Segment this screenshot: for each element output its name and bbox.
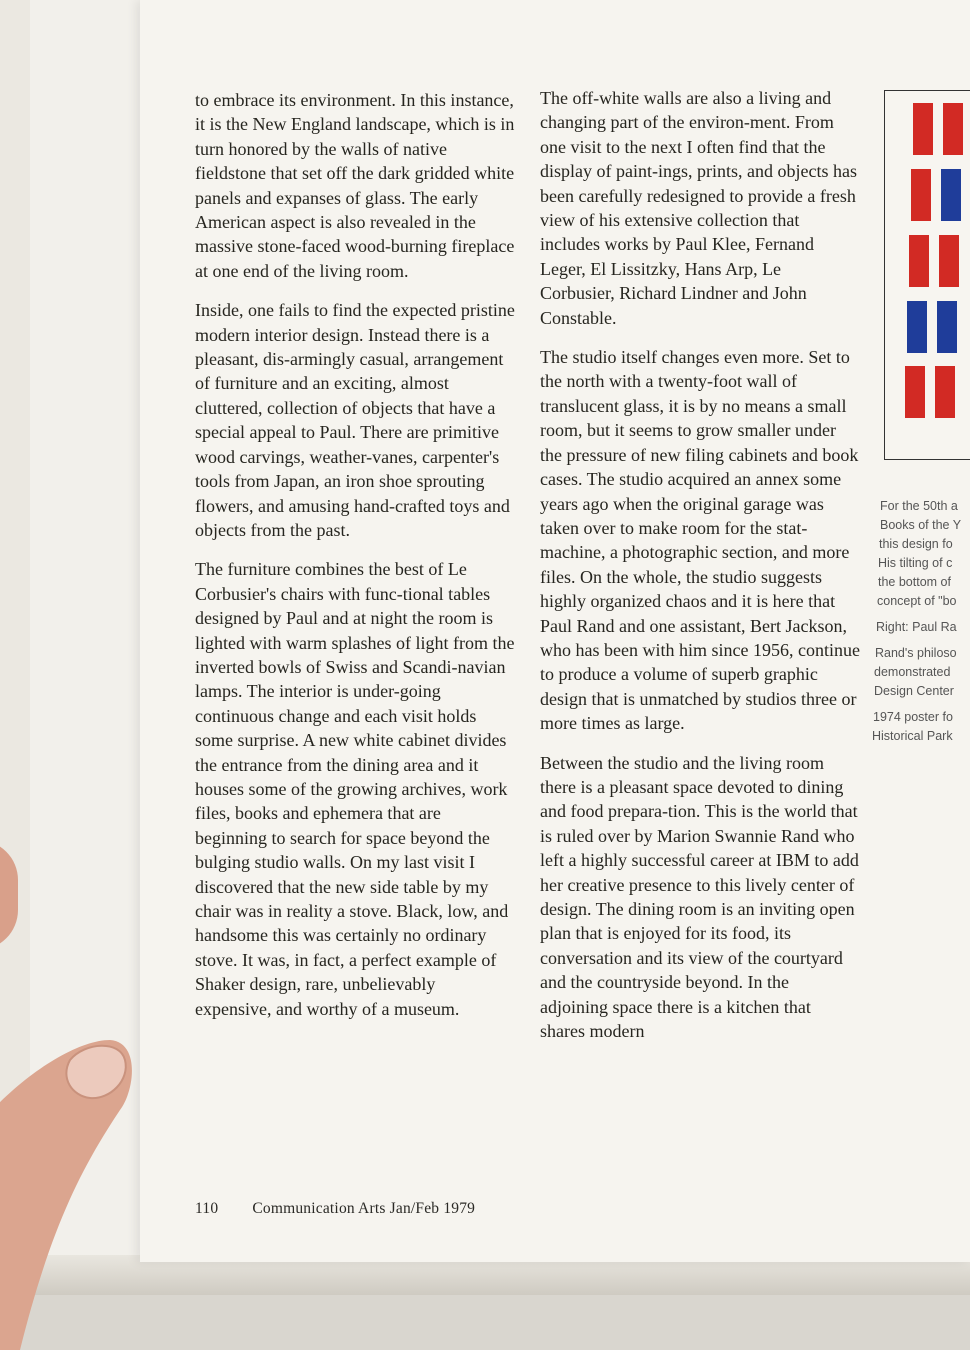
poster-bar — [905, 366, 925, 418]
paragraph: The off-white walls are also a living and changing part of the environ-ment. From one visit to the next I often find that the display of paint-ings, prints, and objects has been carefully redesigned to provide a fresh view of his extensive collection that includes works by Paul Klee, Fernand Leger, El Lissitzky, Hans Arp, Le Corbusier, Richard Lindner and John Constable. — [540, 88, 857, 328]
caption-line: Rand's philoso — [875, 646, 957, 660]
caption-line: the bottom of — [878, 575, 951, 589]
text-column-right — [540, 86, 860, 1058]
caption-line: Historical Park — [872, 729, 953, 743]
poster-bar — [935, 366, 955, 418]
poster-bar — [909, 235, 929, 287]
paragraph: The studio itself changes even more. Set to the north with a twenty-foot wall of translucent glass, it is by no means a small room, but it seems to grow smaller under the pressure of new filing cabinets and book cases. The studio acquired an annex some years ago when the original garage was taken over to make room for the stat-machine, a photographic section, and more files. On the whole, the studio suggests highly organized chaos and it is here that Paul Rand and one assistant, Bert Jackson, who has been with him since 1956, continue to produce a volume of superb graphic design that is unmatched by studios three or more times as large. — [540, 347, 860, 734]
caption-line: demonstrated — [874, 665, 951, 679]
publication-title: Communication Arts Jan/Feb 1979 — [252, 1200, 476, 1217]
caption-line: Design Center — [874, 684, 954, 698]
poster-illustration — [884, 90, 970, 460]
caption-line: 1974 poster fo — [873, 710, 953, 724]
finger — [0, 1030, 170, 1350]
poster-bar — [913, 103, 933, 155]
caption-line: Right: Paul Ra — [876, 620, 957, 634]
paragraph: to embrace its environment. In this instance, it is the New England landscape, which is in turn honored by the walls of native fieldstone that set off the dark gridded white panels and expanses of glass. The early American aspect is also revealed in the massive stone-faced wood-burning fireplace at one end of the living room. — [195, 90, 515, 281]
caption-line: Books of the Y — [880, 518, 962, 532]
paragraph: Inside, one fails to find the expected pristine modern interior design. Instead there is a pleasant, dis-armingly casual, arrangement of furniture and an exciting, almost cluttered, collection of objects that have a special appeal to Paul. There are primitive wood carvings, weather-vanes, carpenter's tools from Japan, an iron shoe sprouting flowers, and amusing hand-crafted toys and objects from the past. — [195, 300, 515, 540]
caption-line: this design fo — [879, 537, 953, 551]
poster-bar — [943, 103, 963, 155]
paragraph: Between the studio and the living room there is a pleasant space devoted to dining and food prepara-tion. This is the world that is ruled over by Marion Swannie Rand who left a highly successful career at IBM to add her creative presence to this lively center of design. The dining room is an inviting open plan that is enjoyed for its food, its conversation and its view of the courtyard and the countryside beyond. In the adjoining space there is a kitchen that shares modern — [540, 752, 859, 1042]
page-footer — [195, 1200, 475, 1218]
caption-line: concept of "bo — [877, 594, 957, 608]
poster-bar — [939, 235, 959, 287]
paragraph: The furniture combines the best of Le Corbusier's chairs with func-tional tables designed by Paul and at night the room is lighted with warm splashes of light from the inverted bowls of Swiss and Scandi-navian lamps. The interior is under-going continuous change and each visit holds some surprise. A new white cabinet divides the entrance from the dining area and it houses some of the growing archives, work files, books and ephemera that are beginning to search for space beyond the bulging studio walls. On my last visit I discovered that the new side table by my chair was in reality a stove. Black, low, and handsome this was certainly no ordinary stove. It was, in fact, a perfect example of Shaker design, rare, unbelievably expensive, and worthy of a museum. — [195, 559, 515, 1019]
poster-bar — [937, 301, 957, 353]
poster-bar — [911, 169, 931, 221]
poster-bar — [941, 169, 961, 221]
poster-bar — [907, 301, 927, 353]
page-number: 110 — [195, 1200, 219, 1217]
caption-line: For the 50th a — [880, 499, 958, 513]
caption-line: His tilting of c — [878, 556, 953, 570]
text-column-left — [195, 88, 515, 1036]
